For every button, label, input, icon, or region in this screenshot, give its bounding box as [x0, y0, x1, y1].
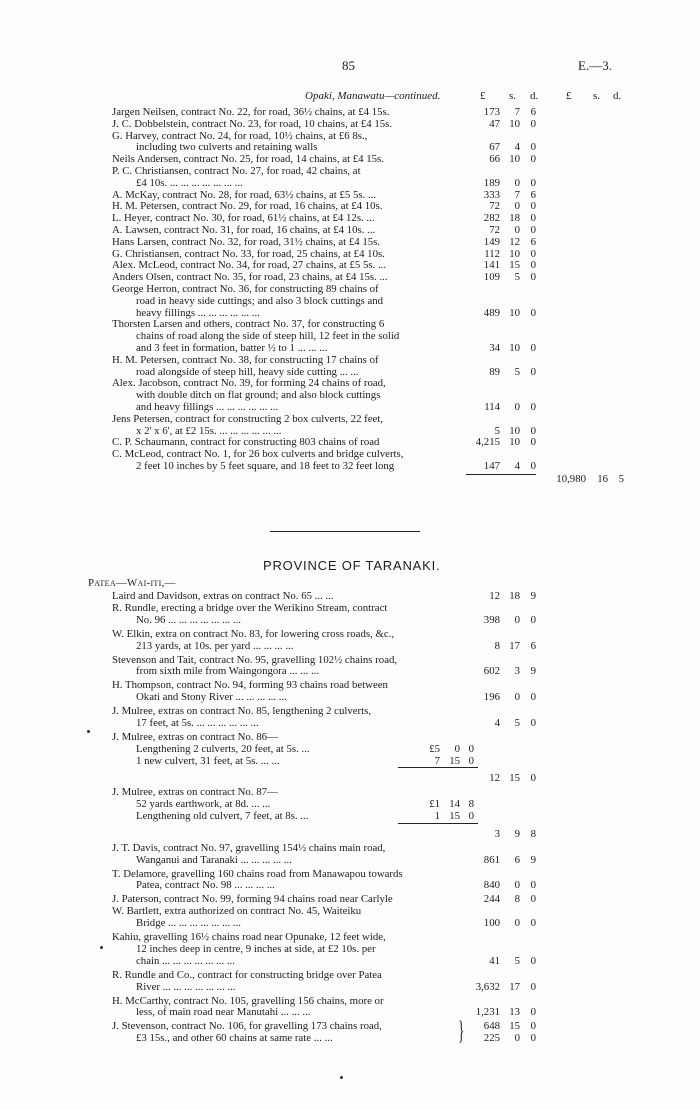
entry-line: Alex. McLeod, contract No. 34, for road, 27 chains, at £5 5s. ... — [112, 259, 387, 272]
entry-amount-pounds: 72 — [489, 224, 500, 236]
report-reference: E.—3. — [578, 58, 612, 73]
entry-line: and 3 feet in formation, batter ½ to 1 ... ... ... — [136, 342, 328, 354]
entry-line: No. 96 ... ... ... ... ... ... ... — [136, 613, 241, 626]
sub-item-amount-pence: 0 — [468, 754, 474, 767]
entry-amount-pence: 0 — [530, 772, 536, 785]
entry-amount-shillings: 4 — [514, 460, 520, 472]
entry-line: H. Thompson, contract No. 94, forming 93 chains road between — [112, 679, 388, 692]
entry-amount-pence: 0 — [530, 259, 536, 272]
sub-item-amount-shillings: 0 — [454, 742, 460, 755]
entry-amount-pence: 0 — [530, 247, 536, 260]
entry-amount-pounds: 149 — [483, 235, 500, 248]
entry-amount-pence: 0 — [530, 1006, 536, 1019]
entry-amount-pence: 0 — [530, 424, 536, 437]
sub-item-label: 52 yards earthwork, at 8d. ... ... — [136, 798, 271, 811]
entry-amount-shillings: 10 — [509, 153, 520, 166]
sub-item-label: Lengthening old culvert, 7 feet, at 8s. ... — [136, 810, 309, 822]
entry-amount-pence: 0 — [530, 306, 536, 319]
entry-amount-pence: 0 — [530, 141, 536, 154]
entry-amount-pence: 9 — [530, 665, 536, 678]
entry-amount-pounds: 602 — [483, 665, 500, 678]
sub-item-amount-pounds: 1 — [434, 810, 440, 822]
entry-line: J. Paterson, contract No. 99, forming 94 chains road near Carlyle — [112, 893, 393, 906]
entry-amount-pounds: 89 — [489, 365, 500, 378]
entry-amount-pounds: 489 — [483, 306, 500, 319]
entry-line: C. P. Schaumann, contract for constructing 803 chains of road — [112, 436, 380, 449]
entry-amount-shillings: 0 — [514, 613, 520, 626]
entry-amount-shillings: 5 — [514, 717, 520, 729]
entry-amount-pounds: 244 — [483, 893, 500, 906]
entry-amount-pounds: 112 — [484, 247, 500, 260]
sub-item-amount-shillings: 14 — [449, 798, 460, 811]
entry-amount-pence: 6 — [530, 639, 536, 652]
entry-amount-pounds: 8 — [494, 639, 500, 652]
entry-amount-shillings: 0 — [514, 917, 520, 930]
province-divider — [270, 531, 420, 532]
section-title: Opaki, Manawatu—continued. — [305, 90, 441, 102]
entry-amount-shillings: 3 — [514, 665, 520, 678]
entry-amount-shillings: 0 — [514, 1032, 520, 1045]
entry-line: Anders Olsen, contract No. 35, for road, 23 chains, at £4 15s. ... — [112, 271, 388, 284]
entry-line: R. Rundle, erecting a bridge over the Werikino Stream, contract — [112, 602, 388, 614]
entry-amount-pounds: 648 — [483, 1020, 500, 1033]
section-total-shillings: 16 — [597, 472, 608, 485]
entry-amount-pounds: 34 — [489, 342, 500, 354]
entry-amount-pounds: 189 — [483, 176, 500, 189]
entry-line: 213 yards, at 10s. per yard ... ... ... ... — [136, 639, 294, 652]
entry-amount-pounds: 3,632 — [475, 980, 500, 993]
entry-amount-pounds: 141 — [483, 259, 500, 272]
entry-line: Alex. Jacobson, contract No. 39, for forming 24 chains of road, — [112, 377, 386, 390]
entry-amount-shillings: 0 — [514, 176, 520, 189]
entry-amount-shillings: 0 — [514, 879, 520, 892]
entry-amount-pence: 0 — [530, 613, 536, 626]
entry-line: Hans Larsen, contract No. 32, for road, 31½ chains, at £4 15s. — [112, 235, 381, 248]
entry-line: River ... ... ... ... ... ... ... — [136, 980, 236, 993]
entry-line: G. Harvey, contract No. 24, for road, 10½ chains, at £6 8s., — [112, 129, 368, 142]
sub-sum-rule — [398, 767, 478, 768]
entry-amount-shillings: 10 — [509, 247, 520, 260]
entry-amount-pounds: 5 — [494, 424, 500, 437]
col1-pounds-header: £ — [480, 90, 486, 102]
entry-line: road in heavy side cuttings; and also 3 block cuttings and — [136, 294, 384, 307]
entry-amount-shillings: 15 — [509, 259, 520, 272]
entry-line: Okati and Stony River ... ... ... ... ... — [136, 691, 287, 704]
entry-amount-shillings: 17 — [509, 639, 520, 652]
entry-line: P. C. Christiansen, contract No. 27, for road, 42 chains, at — [112, 165, 361, 177]
entry-amount-shillings: 9 — [514, 827, 520, 840]
entry-line: 2 feet 10 inches by 5 feet square, and 18 feet to 32 feet long — [136, 460, 395, 472]
entry-amount-pounds: 114 — [484, 401, 500, 413]
entry-amount-pence: 0 — [530, 717, 536, 729]
entry-amount-pence: 0 — [530, 917, 536, 930]
entry-amount-pounds: 100 — [483, 917, 500, 930]
entry-amount-shillings: 10 — [509, 342, 520, 354]
entry-amount-pence: 0 — [530, 176, 536, 189]
entry-line: C. McLeod, contract No. 1, for 26 box culverts and bridge culverts, — [112, 448, 404, 461]
entry-line: Thorsten Larsen and others, contract No. 37, for constructing 6 — [112, 318, 385, 331]
sub-item-amount-shillings: 15 — [449, 754, 460, 767]
sub-heading: J. Mulree, extras on contract No. 87— — [112, 786, 278, 799]
col2-shillings-header: s. — [593, 90, 601, 102]
entry-amount-pence: 0 — [530, 980, 536, 993]
entry-amount-pounds: 67 — [489, 141, 500, 154]
entry-amount-pence: 9 — [530, 590, 536, 602]
entry-amount-pounds: 4 — [494, 717, 500, 729]
entry-line: Jens Petersen, contract for constructing 2 box culverts, 22 feet, — [112, 412, 384, 425]
entry-line: including two culverts and retaining walls — [136, 141, 318, 154]
entry-amount-pounds: 398 — [483, 613, 500, 626]
entry-line: £3 15s., and other 60 chains at same rate ... ... — [136, 1032, 333, 1045]
entry-amount-pounds: 840 — [483, 879, 500, 892]
entry-amount-pounds: 47 — [489, 117, 500, 130]
entry-amount-pence: 0 — [530, 879, 536, 892]
entry-amount-pounds: 147 — [483, 460, 500, 472]
entry-amount-pence: 8 — [530, 827, 536, 840]
entry-line: and heavy fillings ... ... ... ... ... ... — [136, 401, 279, 413]
sub-item-label: Lengthening 2 culverts, 20 feet, at 5s. ... — [136, 742, 310, 755]
entry-amount-pence: 0 — [530, 153, 536, 166]
sub-item-amount-pounds: 7 — [434, 754, 440, 767]
entry-line: J. T. Davis, contract No. 97, gravelling 154½ chains main road, — [112, 841, 386, 854]
entry-amount-shillings: 13 — [509, 1006, 520, 1019]
entry-amount-pounds: 173 — [483, 106, 500, 118]
entry-amount-pence: 0 — [530, 212, 536, 225]
entry-line: L. Heyer, contract No. 30, for road, 61½ chains, at £4 12s. ... — [112, 212, 375, 225]
entry-amount-pence: 0 — [530, 1032, 536, 1045]
sub-item-amount-shillings: 15 — [449, 810, 460, 822]
sub-item-amount-pence: 0 — [468, 810, 474, 822]
province-title: PROVINCE OF TARANAKI. — [263, 558, 441, 573]
entry-amount-pence: 0 — [530, 436, 536, 449]
entry-line: J. Stevenson, contract No. 106, for gravelling 173 chains road, — [112, 1020, 382, 1033]
sub-item-amount-pence: 8 — [468, 798, 474, 811]
entry-amount-shillings: 6 — [514, 853, 520, 866]
entry-line: Patea, contract No. 98 ... ... ... ... — [136, 879, 275, 892]
entry-line: less, of main road near Manutahi ... ... ... — [136, 1006, 311, 1019]
entry-amount-pence: 0 — [530, 365, 536, 378]
entry-line: Kahiu, gravelling 16½ chains road near Opunake, 12 feet wide, — [112, 931, 386, 944]
entry-amount-pounds: 861 — [483, 853, 500, 866]
entry-amount-pence: 6 — [530, 235, 536, 248]
entry-amount-shillings: 10 — [509, 424, 520, 437]
entry-line: W. Bartlett, extra authorized on contract No. 45, Waiteiku — [112, 905, 362, 918]
entry-amount-pence: 0 — [530, 460, 536, 472]
sub-heading: J. Mulree, extras on contract No. 86— — [112, 731, 278, 743]
entry-line: 17 feet, at 5s. ... ... ... ... ... ... — [136, 717, 259, 729]
entry-amount-pence: 0 — [530, 691, 536, 704]
entry-amount-shillings: 7 — [514, 106, 520, 118]
entry-amount-shillings: 0 — [514, 224, 520, 236]
entry-amount-pence: 0 — [530, 117, 536, 130]
entry-line: Laird and Davidson, extras on contract No. 65 ... ... — [112, 590, 334, 602]
entry-line: Stevenson and Tait, contract No. 95, gravelling 102½ chains road, — [112, 653, 398, 666]
sub-item-amount-pounds: £1 — [429, 798, 440, 811]
entry-line: Jargen Neilsen, contract No. 22, for road, 36½ chains, at £4 15s. — [112, 106, 390, 118]
entry-amount-pounds: 66 — [489, 153, 500, 166]
entry-line: H. M. Petersen, contract No. 29, for road, 16 chains, at £4 10s. — [112, 200, 383, 213]
entry-amount-pounds: 225 — [483, 1032, 500, 1045]
section-total-pence: 5 — [618, 472, 624, 485]
entry-amount-pounds: 72 — [489, 200, 500, 213]
sub-item-amount-pounds: £5 — [429, 742, 440, 755]
entry-amount-pounds: 3 — [494, 827, 500, 840]
section-total-pounds: 10,980 — [556, 472, 586, 485]
sub-sum-rule — [398, 823, 478, 824]
entry-amount-shillings: 0 — [514, 691, 520, 704]
ink-speck — [100, 946, 103, 949]
entry-line: chain ... ... ... ... ... ... ... — [136, 954, 235, 967]
entry-line: 12 inches deep in centre, 9 inches at side, at £2 10s. per — [136, 943, 376, 955]
ink-speck — [340, 1076, 343, 1079]
entry-amount-shillings: 5 — [514, 954, 520, 967]
entry-amount-pence: 0 — [530, 893, 536, 906]
entry-amount-pence: 0 — [530, 401, 536, 413]
ink-speck — [87, 730, 90, 733]
entry-line: with double ditch on flat ground; and also block cuttings — [136, 389, 381, 402]
col2-pounds-header: £ — [566, 90, 572, 102]
entry-line: G. Christiansen, contract No. 33, for road, 25 chains, at £4 10s. — [112, 247, 385, 260]
entry-amount-pounds: 41 — [489, 954, 500, 967]
entry-amount-pence: 0 — [530, 342, 536, 354]
entry-line: road alongside of steep hill, heavy side cutting ... ... — [136, 365, 359, 378]
entry-line: George Herron, contract No. 36, for constructing 89 chains of — [112, 283, 379, 295]
entry-amount-pence: 0 — [530, 1020, 536, 1033]
col1-pence-header: d. — [530, 90, 539, 102]
entry-line: heavy fillings ... ... ... ... ... ... — [136, 306, 260, 319]
sub-item-label: 1 new culvert, 31 feet, at 5s. ... ... — [136, 754, 280, 767]
entry-amount-shillings: 15 — [509, 772, 520, 785]
entry-line: T. Delamore, gravelling 160 chains road from Manawapou towards — [112, 867, 403, 880]
entry-line: x 2' x 6', at £2 15s. ... ... ... ... ... ... — [136, 424, 282, 437]
entry-amount-shillings: 4 — [514, 141, 520, 154]
entry-amount-shillings: 10 — [509, 306, 520, 319]
entry-amount-pence: 9 — [530, 853, 536, 866]
entry-amount-pounds: 12 — [489, 772, 500, 785]
district-heading: Patea—Wai-iti,— — [88, 577, 176, 589]
entry-amount-pounds: 4,215 — [475, 436, 500, 449]
entry-line: Wanganui and Taranaki ... ... ... ... ... — [136, 853, 292, 866]
entry-line: Neils Andersen, contract No. 25, for road, 14 chains, at £4 15s. — [112, 153, 384, 166]
entry-line: H. M. Petersen, contract No. 38, for constructing 17 chains of — [112, 353, 379, 366]
entry-amount-pounds: 12 — [489, 590, 500, 602]
brace-mark: } — [458, 1016, 465, 1046]
entry-amount-shillings: 7 — [514, 188, 520, 201]
col1-shillings-header: s. — [509, 90, 517, 102]
entry-amount-pence: 0 — [530, 224, 536, 236]
entry-line: W. Elkin, extra on contract No. 83, for lowering cross roads, &c., — [112, 627, 395, 640]
entry-line: J. Mulree, extras on contract No. 85, lengthening 2 culverts, — [112, 705, 372, 718]
entry-amount-pounds: 196 — [483, 691, 500, 704]
sub-item-amount-pence: 0 — [468, 742, 474, 755]
entry-amount-shillings: 18 — [509, 590, 520, 602]
entry-line: Bridge ... ... ... ... ... ... ... — [136, 917, 241, 930]
entry-line: A. McKay, contract No. 28, for road, 63½ chains, at £5 5s. ... — [112, 188, 377, 201]
page-number: 85 — [342, 58, 355, 73]
entry-amount-pounds: 333 — [483, 188, 500, 201]
entry-amount-shillings: 18 — [509, 212, 520, 225]
entry-amount-shillings: 10 — [509, 436, 520, 449]
entry-amount-pence: 0 — [530, 954, 536, 967]
entry-amount-shillings: 15 — [509, 1020, 520, 1033]
entry-amount-pence: 6 — [530, 106, 536, 118]
entry-amount-pounds: 282 — [483, 212, 500, 225]
entry-line: A. Lawsen, contract No. 31, for road, 16 chains, at £4 10s. ... — [112, 224, 376, 236]
entry-amount-pence: 0 — [530, 271, 536, 284]
entry-amount-pounds: 1,231 — [475, 1006, 500, 1019]
entry-line: chains of road along the side of steep hill, 12 feet in the solid — [136, 330, 400, 343]
entry-amount-pounds: 109 — [483, 271, 500, 284]
entry-line: R. Rundle and Co., contract for constructing bridge over Patea — [112, 968, 382, 981]
entry-amount-shillings: 0 — [514, 200, 520, 213]
entry-line: H. McCarthy, contract No. 105, gravelling 156 chains, more or — [112, 994, 384, 1007]
entry-amount-shillings: 17 — [509, 980, 520, 993]
entry-line: £4 10s. ... ... ... ... ... ... ... — [136, 176, 243, 189]
entry-amount-shillings: 8 — [514, 893, 520, 906]
entry-line: J. C. Dobbelstein, contract No. 23, for road, 10 chains, at £4 15s. — [112, 117, 393, 130]
entry-amount-shillings: 10 — [509, 117, 520, 130]
entry-amount-shillings: 5 — [514, 271, 520, 284]
col2-pence-header: d. — [613, 90, 622, 102]
entry-amount-shillings: 5 — [514, 365, 520, 378]
entry-amount-pence: 0 — [530, 200, 536, 213]
entry-amount-pence: 6 — [530, 188, 536, 201]
entry-amount-shillings: 12 — [509, 235, 520, 248]
entry-line: from sixth mile from Waingongora ... ... ... — [136, 665, 320, 678]
entry-amount-shillings: 0 — [514, 401, 520, 413]
